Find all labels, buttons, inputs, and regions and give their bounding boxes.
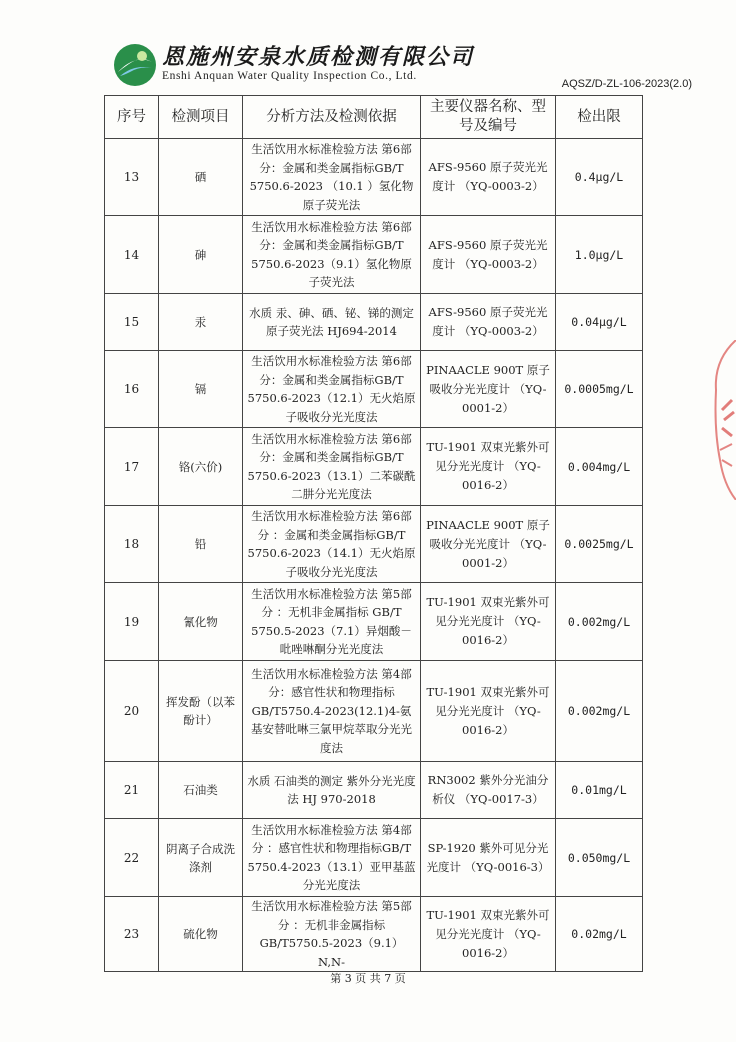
row-seq: 17	[105, 428, 159, 506]
row-instrument: PINAACLE 900T 原子吸收分光光度计 （YQ-0001-2）	[421, 506, 556, 583]
row-instrument: TU-1901 双束光紫外可见分光光度计 （YQ-0016-2）	[421, 661, 556, 762]
row-detection-limit: 0.0005mg/L	[556, 351, 643, 428]
row-test-item: 石油类	[159, 762, 243, 819]
row-method: 生活饮用水标准检验方法 第6部分：金属和类金属指标GB/T 5750.6-2023 （10.1 ）氢化物原子荧光法	[243, 139, 421, 216]
row-test-item: 硫化物	[159, 897, 243, 972]
row-instrument: TU-1901 双束光紫外可见分光光度计 （YQ-0016-2）	[421, 897, 556, 972]
row-method: 生活饮用水标准检验方法 第4部分 ：感官性状和物理指标GB/T 5750.4-2023（13.1）亚甲基蓝分光光度法	[243, 819, 421, 897]
letterhead	[112, 38, 692, 96]
row-method: 生活饮用水标准检验方法 第5部分 ：无机非金属指标 GB/T 5750.5-2023（7.1）异烟酸－吡唑啉酮分光光度法	[243, 583, 421, 661]
row-instrument: AFS-9560 原子荧光光度计 （YQ-0003-2）	[421, 216, 556, 294]
header-seq: 序号	[105, 96, 159, 139]
row-seq: 16	[105, 351, 159, 428]
row-instrument: TU-1901 双束光紫外可见分光光度计 （YQ-0016-2）	[421, 583, 556, 661]
row-seq: 15	[105, 294, 159, 351]
row-detection-limit: 0.002mg/L	[556, 661, 643, 762]
row-method: 生活饮用水标准检验方法 第6部分：金属和类金属指标GB/T 5750.6-2023（13.1）二苯碳酰二肼分光光度法	[243, 428, 421, 506]
table-row	[105, 897, 643, 972]
table-row	[105, 762, 643, 819]
row-test-item: 铅	[159, 506, 243, 583]
row-seq: 13	[105, 139, 159, 216]
table-row	[105, 661, 643, 762]
row-method: 生活饮用水标准检验方法 第4部分：感官性状和物理指标 GB/T5750.4-2023(12.1)4-氨基安替吡啉三氯甲烷萃取分光光度法	[243, 661, 421, 762]
row-instrument: SP-1920 紫外可见分光光度计 （YQ-0016-3）	[421, 819, 556, 897]
row-detection-limit: 0.002mg/L	[556, 583, 643, 661]
test-method-table	[104, 95, 643, 972]
row-detection-limit: 0.02mg/L	[556, 897, 643, 972]
table-header-row	[105, 96, 643, 139]
row-test-item: 硒	[159, 139, 243, 216]
row-test-item: 砷	[159, 216, 243, 294]
row-detection-limit: 0.004mg/L	[556, 428, 643, 506]
row-seq: 18	[105, 506, 159, 583]
row-instrument: AFS-9560 原子荧光光度计 （YQ-0003-2）	[421, 139, 556, 216]
row-instrument: PINAACLE 900T 原子吸收分光光度计 （YQ-0001-2）	[421, 351, 556, 428]
row-method: 生活饮用水标准检验方法 第6部分：金属和类金属指标GB/T 5750.6-2023（12.1）无火焰原子吸收分光光度法	[243, 351, 421, 428]
row-method: 水质 石油类的测定 紫外分光光度法 HJ 970-2018	[243, 762, 421, 819]
document-number: AQSZ/D-ZL-106-2023(2.0)	[561, 78, 692, 90]
row-detection-limit: 0.01mg/L	[556, 762, 643, 819]
row-method: 生活饮用水标准检验方法 第6部分：金属和类金属指标GB/T 5750.6-2023（9.1）氢化物原子荧光法	[243, 216, 421, 294]
row-seq: 21	[105, 762, 159, 819]
row-test-item: 挥发酚（以苯酚计）	[159, 661, 243, 762]
row-detection-limit: 1.0μg/L	[556, 216, 643, 294]
row-detection-limit: 0.4μg/L	[556, 139, 643, 216]
row-detection-limit: 0.050mg/L	[556, 819, 643, 897]
page-footer: 第 3 页 共 7 页	[330, 972, 406, 985]
row-instrument: AFS-9560 原子荧光光度计 （YQ-0003-2）	[421, 294, 556, 351]
row-seq: 20	[105, 661, 159, 762]
header-item: 检测项目	[159, 96, 243, 139]
row-seq: 19	[105, 583, 159, 661]
row-test-item: 汞	[159, 294, 243, 351]
row-detection-limit: 0.0025mg/L	[556, 506, 643, 583]
table-row	[105, 139, 643, 216]
row-detection-limit: 0.04μg/L	[556, 294, 643, 351]
company-logo-icon	[112, 42, 158, 88]
row-instrument: TU-1901 双束光紫外可见分光光度计 （YQ-0016-2）	[421, 428, 556, 506]
table-row	[105, 583, 643, 661]
row-seq: 14	[105, 216, 159, 294]
row-test-item: 氰化物	[159, 583, 243, 661]
row-test-item: 镉	[159, 351, 243, 428]
table-row	[105, 294, 643, 351]
row-test-item: 铬(六价)	[159, 428, 243, 506]
row-method: 生活饮用水标准检验方法 第6部分 ：金属和类金属指标GB/T 5750.6-2023（14.1）无火焰原子吸收分光光度法	[243, 506, 421, 583]
table-row	[105, 351, 643, 428]
row-seq: 22	[105, 819, 159, 897]
header-method: 分析方法及检测依据	[243, 96, 421, 139]
company-name-en: Enshi Anquan Water Quality Inspection Co., Ltd.	[162, 70, 417, 82]
table-row	[105, 216, 643, 294]
table-row	[105, 819, 643, 897]
row-seq: 23	[105, 897, 159, 972]
table-row	[105, 428, 643, 506]
seal-stamp-fragment	[710, 340, 736, 500]
row-method: 水质 汞、砷、硒、铋、锑的测定 原子荧光法 HJ694-2014	[243, 294, 421, 351]
row-method: 生活饮用水标准检验方法 第5部分 ：无机非金属指标GB/T5750.5-2023（9.1）N,N-	[243, 897, 421, 972]
table-row	[105, 506, 643, 583]
company-name-cn: 恩施州安泉水质检测有限公司	[162, 44, 475, 70]
row-test-item: 阴离子合成洗涤剂	[159, 819, 243, 897]
row-instrument: RN3002 紫外分光油分析仪 （YQ-0017-3）	[421, 762, 556, 819]
header-limit: 检出限	[556, 96, 643, 139]
header-instrument: 主要仪器名称、型号及编号	[421, 96, 556, 139]
